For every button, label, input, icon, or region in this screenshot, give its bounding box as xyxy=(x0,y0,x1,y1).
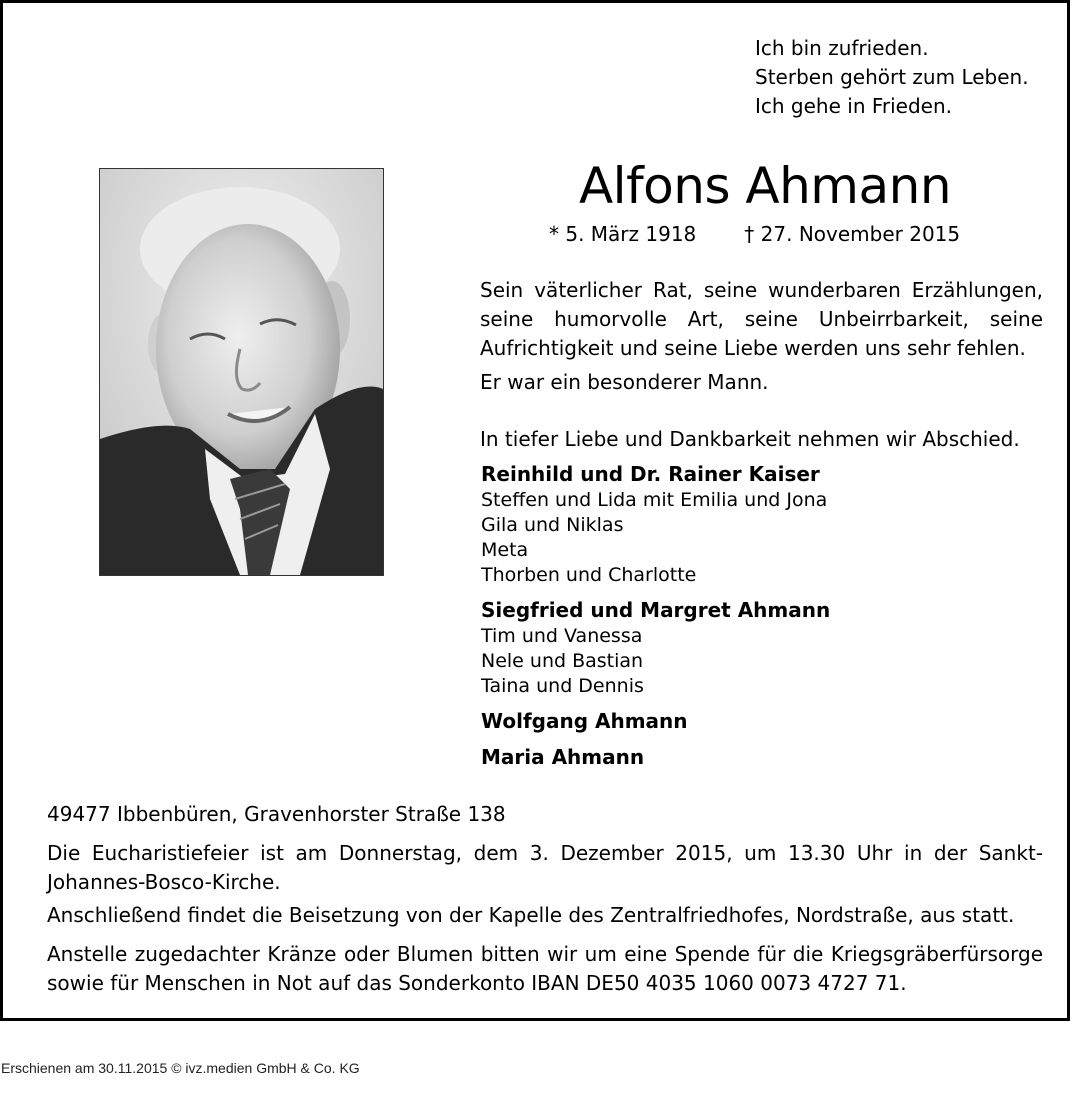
portrait-image xyxy=(100,169,383,575)
burial-info: Anschließend findet die Beisetzung von der Kapelle des Zentralfriedhofes, Nordstraße, aus statt. xyxy=(47,903,1015,927)
family-member: Nele und Bastian xyxy=(481,650,644,672)
tribute-statement: Er war ein besonderer Mann. xyxy=(480,370,769,394)
publication-footer: Erschienen am 30.11.2015 © ivz.medien GmbH & Co. KG xyxy=(1,1060,360,1076)
family-group xyxy=(481,597,830,699)
motto-verse xyxy=(755,34,1029,121)
motto-line: Ich bin zufrieden. xyxy=(755,36,929,60)
family-member: Thorben und Charlotte xyxy=(481,564,697,586)
family-head: Reinhild und Dr. Rainer Kaiser xyxy=(481,462,820,486)
motto-line: Ich gehe in Frieden. xyxy=(755,94,953,118)
motto-line: Sterben gehört zum Leben. xyxy=(755,65,1029,89)
family-member: Tim und Vanessa xyxy=(481,625,643,647)
family-member: Steffen und Lida mit Emilia und Jona xyxy=(481,489,828,511)
family-member: Meta xyxy=(481,539,529,561)
tribute-paragraph: Sein väterlicher Rat, seine wunderbaren Erzählungen, seine humorvolle Art, seine Unbeirrbarkeit, seine Aufrichtigkeit und seine Liebe werden uns sehr fehlen. xyxy=(480,278,1043,360)
family-head: Maria Ahmann xyxy=(481,745,645,769)
deceased-name: Alfons Ahmann xyxy=(578,157,952,215)
family-group xyxy=(481,461,830,588)
family-head: Siegfried und Margret Ahmann xyxy=(481,598,831,622)
family-head: Wolfgang Ahmann xyxy=(481,709,688,733)
life-dates xyxy=(549,220,960,248)
service-info: Die Eucharistiefeier ist am Donnerstag, dem 3. Dezember 2015, um 13.30 Uhr in der Sankt-Johannes-Bosco-Kirche. xyxy=(47,841,1043,894)
family-member: Gila und Niklas xyxy=(481,514,624,536)
family-member: Taina und Dennis xyxy=(481,675,644,697)
address: 49477 Ibbenbüren, Gravenhorster Straße 138 xyxy=(47,802,506,826)
birth-date: * 5. März 1918 xyxy=(549,222,697,246)
family-group xyxy=(481,744,830,771)
death-date: † 27. November 2015 xyxy=(744,222,961,246)
farewell-line: In tiefer Liebe und Dankbarkeit nehmen wir Abschied. xyxy=(480,427,1020,451)
family-group xyxy=(481,708,830,735)
portrait-photo xyxy=(99,168,384,576)
donation-info: Anstelle zugedachter Kränze oder Blumen bitten wir um eine Spende für die Kriegsgräberfürsorge sowie für Menschen in Not auf das Sonderkonto IBAN DE50 4035 1060 0073 4727 71. xyxy=(47,942,1043,995)
mourners-list xyxy=(481,461,830,780)
